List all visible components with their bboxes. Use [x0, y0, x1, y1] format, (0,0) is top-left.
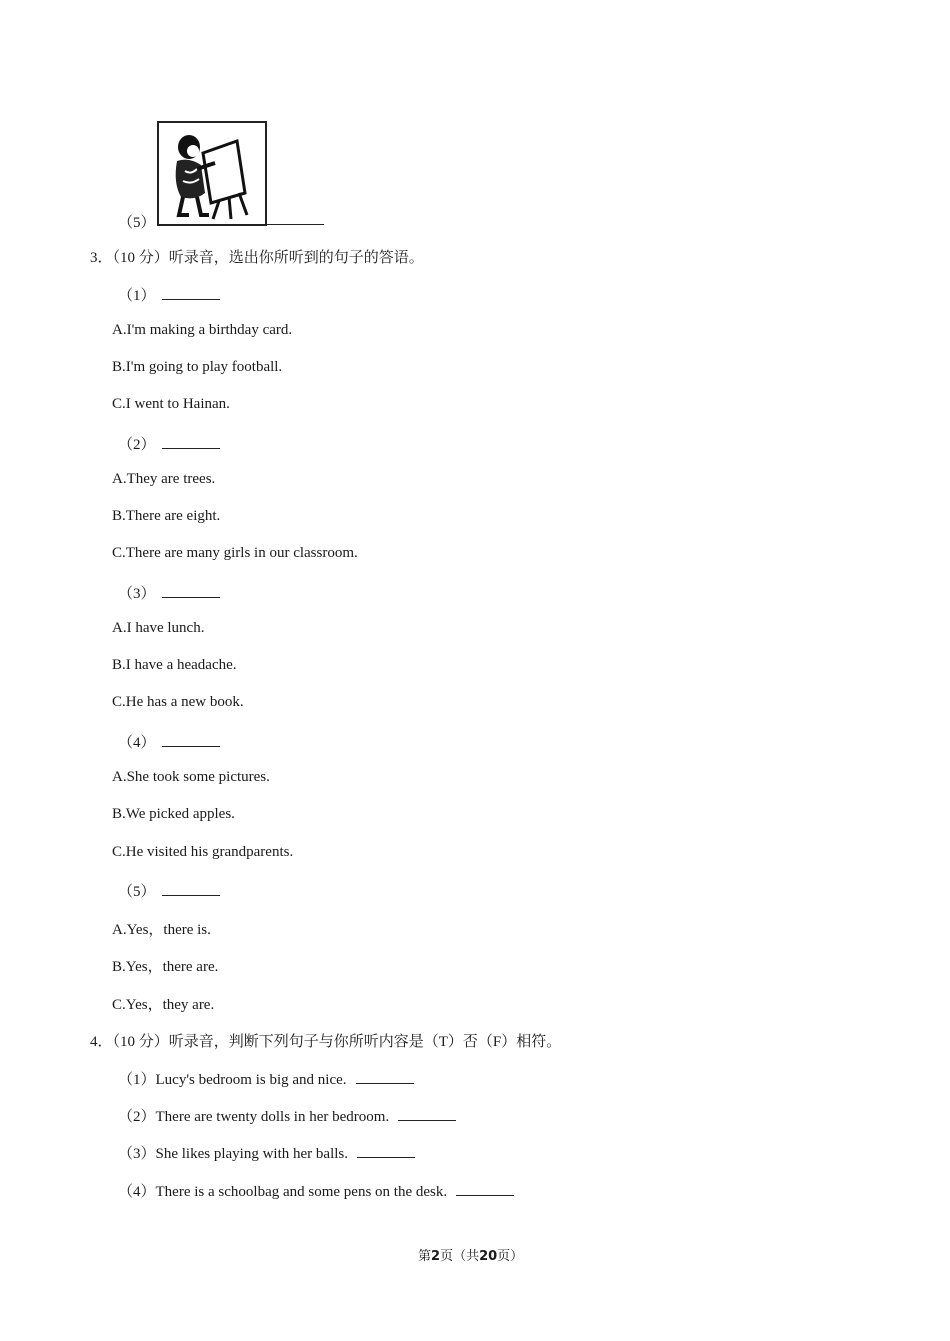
- q3-item-3: [118, 582, 220, 603]
- q3-item-2: [118, 433, 220, 454]
- footer-mid: 页（共: [440, 1249, 480, 1264]
- q4-item-text: There are twenty dolls in her bedroom.: [155, 1109, 390, 1125]
- q3-item3-option-c: C.He has a new book.: [112, 694, 244, 710]
- footer-post: 页）: [497, 1249, 524, 1264]
- q4-item-2: [118, 1105, 456, 1126]
- answer-blank[interactable]: [356, 1082, 414, 1084]
- answer-blank[interactable]: [162, 596, 220, 598]
- q4-item-1: [118, 1068, 414, 1089]
- q3-item4-option-b: B.We picked apples.: [112, 806, 235, 822]
- q3-heading: 3．（10 分）听录音，选出你所听到的句子的答语。: [90, 250, 424, 266]
- answer-blank[interactable]: [162, 298, 220, 300]
- q4-item-num: （4）: [118, 1184, 156, 1200]
- q4-item-3: [118, 1142, 415, 1163]
- q4-heading: 4．（10 分）听录音，判断下列句子与你所听内容是（T）否（F）相符。: [90, 1034, 562, 1050]
- q3-item-num: （3）: [118, 586, 156, 602]
- q2-item5-number: [118, 211, 156, 232]
- boy-painting-picture: [157, 121, 267, 226]
- q4-item-num: （3）: [118, 1146, 156, 1162]
- page-footer: [418, 1245, 523, 1264]
- q3-item-4: [118, 731, 220, 752]
- q4-item-num: （2）: [118, 1109, 156, 1125]
- q3-item2-option-b: B.There are eight.: [112, 508, 221, 524]
- q3-item1-option-c: C.I went to Hainan.: [112, 396, 230, 412]
- q4-item-num: （1）: [118, 1072, 156, 1088]
- answer-blank[interactable]: [162, 447, 220, 449]
- q3-item4-option-c: C.He visited his grandparents.: [112, 844, 294, 860]
- q2-item5-num: （5）: [118, 215, 156, 231]
- answer-blank[interactable]: [162, 894, 220, 896]
- q3-item1-option-a: A.I'm making a birthday card.: [112, 322, 293, 338]
- boy-painting-icon: [159, 123, 265, 224]
- q3-item5-option-b: B.Yes，there are.: [112, 959, 219, 975]
- q3-item5-option-a: A.Yes，there is.: [112, 922, 211, 938]
- q4-item-text: There is a schoolbag and some pens on the desk.: [155, 1184, 448, 1200]
- q3-item-num: （1）: [118, 288, 156, 304]
- answer-blank[interactable]: [398, 1119, 456, 1121]
- q3-item-5: [118, 880, 220, 901]
- footer-page-number: 2: [431, 1249, 441, 1264]
- q2-item5-answer-blank[interactable]: [266, 224, 324, 225]
- q3-item3-option-a: A.I have lunch.: [112, 620, 205, 636]
- q3-item3-option-b: B.I have a headache.: [112, 657, 237, 673]
- q3-item-num: （4）: [118, 735, 156, 751]
- q3-item1-option-b: B.I'm going to play football.: [112, 359, 283, 375]
- q4-item-text: She likes playing with her balls.: [155, 1146, 348, 1162]
- footer-total-pages: 20: [479, 1249, 498, 1264]
- footer-pre: 第: [418, 1249, 432, 1264]
- answer-blank[interactable]: [357, 1156, 415, 1158]
- q4-item-text: Lucy's bedroom is big and nice.: [155, 1072, 347, 1088]
- answer-blank[interactable]: [456, 1194, 514, 1196]
- q3-item4-option-a: A.She took some pictures.: [112, 769, 270, 785]
- q3-item2-option-c: C.There are many girls in our classroom.: [112, 545, 358, 561]
- answer-blank[interactable]: [162, 745, 220, 747]
- q3-item5-option-c: C.Yes，they are.: [112, 997, 215, 1013]
- q3-item-1: [118, 284, 220, 305]
- q3-item-num: （5）: [118, 884, 156, 900]
- q3-item2-option-a: A.They are trees.: [112, 471, 216, 487]
- q3-item-num: （2）: [118, 437, 156, 453]
- q4-item-4: [118, 1180, 514, 1201]
